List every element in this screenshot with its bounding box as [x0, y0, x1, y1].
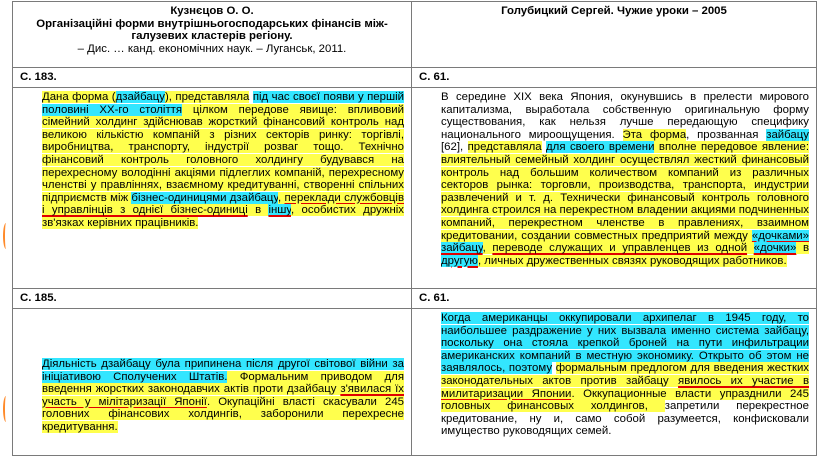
left-title: Організаційні форми внутрішньогосподарських фінансів між-галузевих кластерів регіону. — [36, 17, 388, 43]
right-paragraph-1 — [419, 91, 809, 267]
page-row-2 — [13, 289, 817, 309]
highlight-cyan: бізнес-одиницями дзайбацу — [131, 191, 278, 204]
right-author: Голубицкий Сергей. Чужие уроки – 2005 — [501, 5, 727, 17]
right-header — [412, 2, 817, 68]
text-fragment: , — [278, 191, 285, 204]
highlight-yellow: . Оккупационные власти упразднили 245 головных финансовых холдингов, — [441, 387, 810, 413]
comparison-table — [12, 1, 817, 456]
highlight-yellow: вполне передовое явление: влиятельный семейный холдинг осуществлял жесткий финансовый контроль над большим количеством компаний из различных секторов рынка: торговли, производства, транспорта, индустрии развлечений и т. д. Технически финансовый контроль головного холдинга строился на перекрестном владении акциями подчиненных компаний, перекрестном членстве в правлениях, взаимном кредитовании, создании совместных предприятий между — [441, 141, 809, 242]
highlight-yellow: цілком передове явище: впливовий сімейний холдинг здійснював жорсткий фінансовий контроль над великою кількістю компаній з різних секторів ринку: торгівлі, виробництва, транспорту, індустрії розваг тощо. Технічно фінансовий контроль головного холдингу будувався на перехресному володінні акціями підлеглих компаній, перехресному членстві у правліннях, взаємному кредитуванні, створенні спільних підприємств між — [42, 103, 404, 204]
right-passage-2 — [412, 309, 817, 456]
text-fragment: ), — [164, 91, 176, 103]
left-source: – Дис. … канд. економічних наук. – Луганськ, 2011. — [77, 42, 347, 55]
left-passage-1 — [13, 88, 412, 289]
text-fragment: запретили перекрестное кредитование, ну и, само собой разумеется, конфисковали имущество руководящих семей. — [441, 400, 809, 438]
right-page-ref: С. 61. — [412, 289, 817, 309]
highlight-yellow: представляла — [175, 91, 250, 103]
underline-fragment: переводе служащих и управленцев из одной — [492, 242, 748, 255]
highlight-cyan: дзайбацу — [115, 91, 165, 103]
highlight-yellow: , личных дружественных связях руководящих работников. — [477, 254, 787, 267]
highlight-cyan: зайбацу — [766, 128, 809, 141]
highlight-cyan: Діяльність дзайбацу була припинена після другої світової війни за ініціативою Сполучених Штатів. — [42, 358, 404, 383]
left-paragraph-2 — [20, 358, 404, 434]
left-page-ref: С. 183. — [13, 68, 412, 88]
text-fragment: , прозванная — [686, 128, 767, 141]
text-fragment: Дана форма ( — [42, 91, 116, 103]
highlight-yellow: Формальним приводом для введення жорстких законодавчих актів проти дзайбацу — [42, 370, 405, 396]
header-row — [13, 2, 817, 68]
underline-fragment: другую — [441, 254, 478, 267]
left-paragraph-1 — [20, 91, 404, 230]
right-page-ref: С. 61. — [412, 68, 817, 88]
right-paragraph-2 — [419, 312, 809, 438]
highlight-yellow: Эта форма — [622, 128, 687, 141]
text-fragment: , — [482, 242, 493, 255]
underline-fragment: переклади службовців і управлінців з однієї бізнес-одиниці — [42, 191, 404, 217]
text-fragment: [62], — [441, 141, 468, 154]
spacer — [20, 312, 404, 358]
text-fragment: в — [247, 204, 269, 217]
highlight-cyan: для своего времени — [546, 141, 655, 154]
underline-fragment: іншу — [268, 204, 291, 217]
right-passage-1 — [412, 88, 817, 289]
highlight-yellow: представляла — [467, 141, 542, 154]
left-page-ref: С. 185. — [13, 289, 412, 309]
underline-fragment: явилось их участие в милитаризации Японии — [441, 374, 809, 400]
margin-bracket-mark — [3, 396, 9, 422]
text-fragment — [747, 242, 754, 254]
highlight-yellow: формальным предлогом для введения жестких законодательных актов против зайбацу — [441, 362, 810, 387]
highlight-cyan: під час своєї появи у першій половині ХХ-го століття — [42, 91, 404, 116]
page-row-1 — [13, 68, 817, 88]
highlight-yellow: . Окупаційні власті скасували 245 головних фінансових холдингів, заборонили перехресне кредитування. — [42, 395, 405, 433]
text-row-1 — [13, 88, 817, 289]
highlight-cyan: Когда американцы оккупировали архипелаг в 1945 году, то наибольшее раздражение у них вызвала именно система зайбацу, поскольку она стояла крепкой броней на пути инфильтрации американских компаний в местную экономику. Открыто об этом не заявлялось, поэтому — [441, 312, 809, 375]
underline-fragment: «дочками» зайбацу — [441, 229, 809, 255]
text-fragment: в — [796, 242, 809, 255]
highlight-yellow: , особистих дружніх зв'язках керівних працівників. — [42, 204, 404, 229]
underline-fragment: «дочки» — [753, 242, 797, 255]
text-row-2 — [13, 309, 817, 456]
left-header — [13, 2, 412, 68]
text-fragment: В середине XIX века Япония, окунувшись в прелести мирового капитализма, выработала собственную оригинальную форму существования, как нельзя лучше передающую специфику национального мироощущения. — [441, 91, 809, 141]
margin-bracket-mark — [3, 223, 9, 249]
left-passage-2 — [13, 309, 412, 456]
left-author: Кузнєцов О. О. — [170, 5, 254, 17]
underline-fragment: з'явилася їх участь у мілітаризації Японії — [42, 383, 404, 408]
